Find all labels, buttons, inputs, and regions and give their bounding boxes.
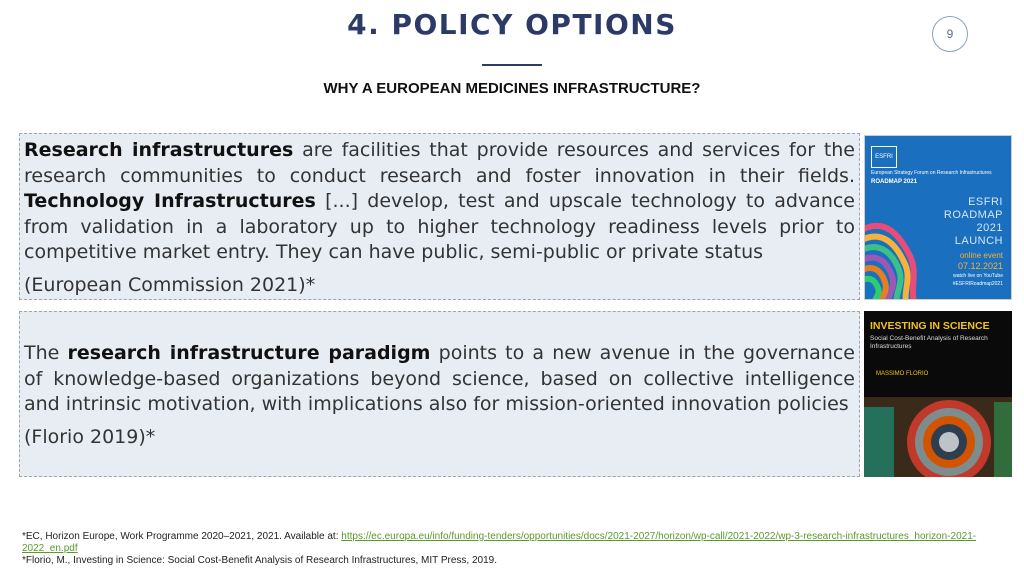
esfri-roadmap-cover	[864, 135, 1012, 300]
page-number: 9	[932, 16, 968, 52]
footnote-ec-text: *EC, Horizon Europe, Work Programme 2020–2021, 2021. Available at:	[22, 531, 342, 542]
definition-text-2: [...] develop, test and upscale technology to advance from validation in a laboratory up to higher technology readiness levels prior to competitive market entry. They can have public, semi-public or private status	[24, 190, 855, 263]
definition-text-1: are facilities that provide resources and services for the research communities to conduct research and foster innovation in their fields.	[24, 139, 855, 187]
event-date: 07.12.2021	[957, 261, 1003, 271]
term-research-infrastructures: Research infrastructures	[24, 139, 294, 161]
definition-box	[19, 133, 860, 300]
footnote-ec	[22, 531, 1012, 555]
event-hashtag: #ESFRIRoadmap2021	[952, 281, 1003, 287]
footnotes	[22, 531, 1012, 567]
launch-line: ESFRI	[968, 196, 1003, 208]
book-author: MASSIMO FLORIO	[876, 371, 929, 377]
event-watch: watch live on YouTube	[953, 273, 1003, 279]
esfri-logo: ESFRI	[871, 146, 897, 168]
roadmap-label: ROADMAP 2021	[871, 179, 917, 185]
event-label: online event	[959, 251, 1003, 260]
term-research-infrastructure-paradigm: research infrastructure paradigm	[67, 342, 431, 364]
book-title: INVESTING IN SCIENCE	[870, 320, 990, 332]
detector-photo-graphic	[864, 397, 1012, 477]
slide-subtitle: WHY A EUROPEAN MEDICINES INFRASTRUCTURE?	[323, 80, 701, 97]
paradigm-text-before: The	[24, 342, 68, 364]
definition-text	[24, 138, 855, 266]
roadmap-launch-text	[944, 196, 1003, 248]
ec-work-programme-link[interactable]: https://ec.europa.eu/info/funding-tenders/opportunities/docs/2021-2027/horizon/wp-call/2021-2022/wp-3-research-infrastructures_horizon-2021-2022_en.pdf	[22, 531, 977, 554]
paradigm-text-after: points to a new avenue in the governance of knowledge-based organizations beyond science, based on collective intelligence and intrinsic motivation, with implications also for mission-oriented innovation policies	[24, 342, 855, 415]
title-underline	[482, 64, 542, 66]
term-technology-infrastructures: Technology Infrastructures	[24, 190, 316, 212]
citation-florio: (Florio 2019)*	[24, 425, 156, 448]
launch-line: ROADMAP	[943, 209, 1003, 221]
book-subtitle: Social Cost-Benefit Analysis of Research Infrastructures	[870, 335, 988, 350]
citation-ec: (European Commission 2021)*	[24, 273, 316, 296]
paradigm-box	[19, 311, 860, 477]
esfri-forum-text: European Strategy Forum on Research Infrastructures	[871, 170, 992, 176]
launch-line: LAUNCH	[954, 235, 1003, 247]
slide-title: 4. POLICY OPTIONS	[347, 8, 677, 41]
paradigm-text	[24, 341, 855, 418]
launch-line: 2021	[976, 222, 1003, 234]
investing-in-science-cover	[864, 311, 1012, 477]
footnote-florio: *Florio, M., Investing in Science: Social Cost-Benefit Analysis of Research Infrastructures, MIT Press, 2019.	[22, 555, 498, 566]
